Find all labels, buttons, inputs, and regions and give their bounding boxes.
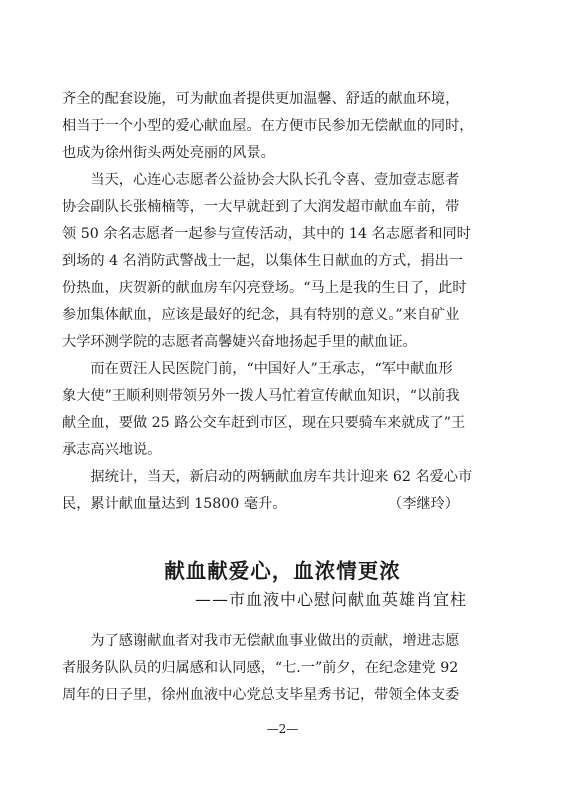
text-line: 承志高兴地说。 [62,442,162,458]
text-line: 象大使”王顺利则带领另外一拨人马忙着宣传献血知识，“以前我 [62,388,460,404]
text-line: 份热血，庆贺新的献血房车闪亮登场。“马上是我的生日了，此时 [62,280,467,296]
text-line: 民，累计献血量达到 15800 毫升。 [62,496,287,512]
text-line: 而在贾汪人民医院门前，“中国好人”王承志，“军中献血形 [62,361,453,377]
text-line: 据统计，当天，新启动的两辆献血房车共计迎来 62 名爱心市 [62,469,473,485]
text-line: 当天，心连心志愿者公益协会大队长孔令喜、壹加壹志愿者 [62,172,460,188]
article2-paragraph-1 [62,628,504,709]
article1-paragraph-3 [62,356,504,464]
text-line: 献全血，要做 25 路公交车赶到市区，现在只要骑车来就成了”王 [62,415,466,431]
article2-title: 献血献爱心，血浓情更浓 [164,559,401,583]
article1-paragraph-1 [62,86,504,167]
text-line: 为了感谢献血者对我市无偿献血事业做出的贡献，增进志愿 [62,633,460,649]
article1-paragraph-2 [62,167,504,356]
text-line: 者服务队队员的归属感和认同感，“七.一”前夕，在纪念建党 92 [62,660,459,676]
text-line: 领 50 余名志愿者一起参与宣传活动，其中的 14 名志愿者和同时 [62,226,471,242]
text-line: 齐全的配套设施，可为献血者提供更加温馨、舒适的献血环境， [62,91,460,107]
text-line: 大学环测学院的志愿者高馨婕兴奋地扬起手里的献血证。 [62,334,417,350]
text-line: 周年的日子里，徐州血液中心党总支毕星秀书记，带领全体支委 [62,687,460,703]
text-line: 也成为徐州街头两处亮丽的风景。 [62,145,275,161]
author-signature: （李继玲） [388,496,459,512]
article2-subtitle: ——市血液中心慰问献血英雄肖宜柱 [195,590,468,609]
text-line: 到场的 4 名消防武警战士一起，以集体生日献血的方式，捐出一 [62,253,464,269]
text-line: 参加集体献血，应该是最好的纪念，具有特别的意义。”来自矿业 [62,307,460,323]
text-line: 协会副队长张楠楠等，一大早就赶到了大润发超市献血车前，带 [62,199,460,215]
text-line: 相当于一个小型的爱心献血屋。在方便市民参加无偿献血的同时， [62,118,474,134]
page-number: —2— [266,722,299,736]
